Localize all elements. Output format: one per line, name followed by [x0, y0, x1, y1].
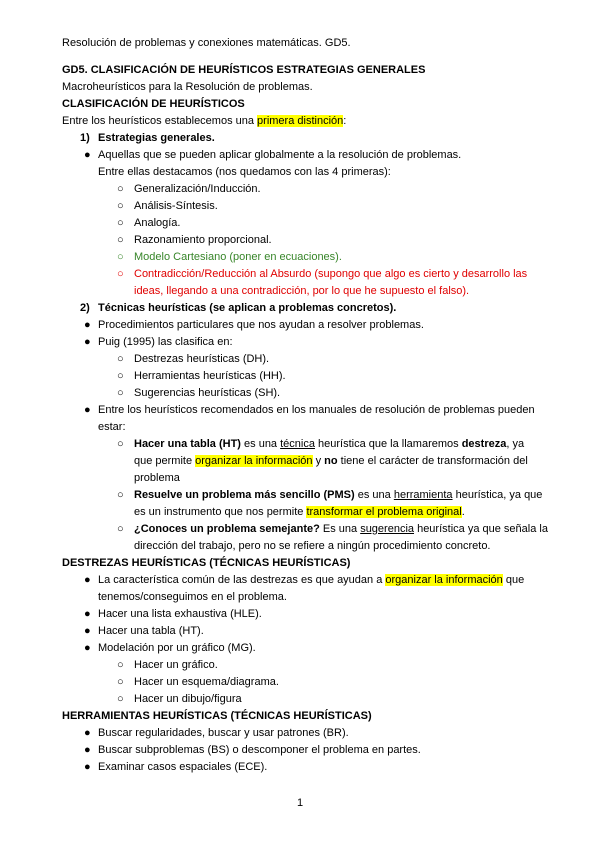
circle-bullet-icon: ○: [117, 353, 124, 365]
list-item-pms-cont: [62, 504, 540, 521]
list-item-text: Razonamiento proporcional.: [134, 234, 272, 246]
list-item: [62, 334, 540, 351]
list-item-text: Aquellas que se pueden aplicar globalmente a la resolución de problemas.: [98, 149, 462, 161]
list-item-text: Contradicción/Reducción al Absurdo (supongo que algo es cierto y desarrollo las: [134, 268, 528, 280]
list-item-red-cont: ideas, llegando a una contradicción, por lo que he supuesto el falso).: [134, 285, 470, 297]
bullet-icon: ●: [84, 608, 91, 620]
list-item: [62, 181, 540, 198]
list-item-text: Hacer una tabla (HT).: [98, 625, 204, 637]
item-label-tecnicas: Técnicas heurísticas (se aplican a problemas concretos).: [98, 302, 397, 314]
list-item-text: Destrezas heurísticas (DH).: [134, 353, 270, 365]
circle-bullet-icon: ○: [117, 234, 124, 246]
intro-text: Entre los heurísticos establecemos una: [62, 115, 258, 127]
item-number-1: 1): [80, 132, 90, 144]
ht-no: no: [324, 455, 338, 467]
ht-text: es una: [240, 438, 281, 450]
list-item-ht-cont: [62, 453, 540, 470]
bullet-icon: ●: [84, 336, 91, 348]
list-item-text: Analogía.: [134, 217, 181, 229]
list-item: [62, 606, 540, 623]
list-item: [62, 215, 540, 232]
list-item-green: [62, 249, 540, 266]
list-item-red: [62, 266, 540, 283]
list-item-text: Hacer un gráfico.: [134, 659, 218, 671]
highlight-organizar-2: organizar la información: [385, 574, 503, 586]
numbered-item-1: [62, 130, 540, 147]
circle-bullet-icon: ○: [117, 200, 124, 212]
bullet-icon: ●: [84, 149, 91, 161]
list-item-cp-cont: dirección del trabajo, pero no se refiere a ningún procedimiento concreto.: [134, 540, 491, 552]
page-header: Resolución de problemas y conexiones matemáticas. GD5.: [62, 37, 351, 49]
ht-term: Hacer una tabla (HT): [134, 438, 241, 450]
list-item-text: Modelo Cartesiano (poner en ecuaciones).: [134, 251, 342, 263]
circle-bullet-icon: ○: [117, 387, 124, 399]
cp-text: heurística ya que señala la: [414, 523, 548, 535]
pms-underline: herramienta: [393, 489, 453, 501]
highlight-organizar: organizar la información: [195, 455, 313, 467]
bullet-icon: ●: [84, 727, 91, 739]
list-item-text: que: [502, 574, 525, 586]
list-item: [62, 674, 540, 691]
list-item: [62, 402, 540, 419]
circle-bullet-icon: ○: [117, 183, 124, 195]
circle-bullet-icon: ○: [117, 370, 124, 382]
pms-term: Resuelve un problema más sencillo (PMS): [134, 489, 355, 501]
circle-bullet-icon: ○: [117, 268, 124, 280]
list-item-text: Herramientas heurísticas (HH).: [134, 370, 286, 382]
circle-bullet-icon: ○: [117, 693, 124, 705]
list-item-ht: [62, 436, 540, 453]
pms-text: .: [461, 506, 465, 518]
pms-text: es un instrumento que nos permite: [134, 506, 307, 518]
section-heading-destrezas: DESTREZAS HEURÍSTICAS (TÉCNICAS HEURÍSTICAS): [62, 557, 351, 569]
intro-colon: :: [343, 115, 347, 127]
list-item: [62, 232, 540, 249]
list-item-text: Examinar casos espaciales (ECE).: [98, 761, 268, 773]
ht-text: y: [312, 455, 325, 467]
pms-text: heurística, ya que: [452, 489, 543, 501]
circle-bullet-icon: ○: [117, 676, 124, 688]
list-item: [62, 317, 540, 334]
ht-text: tiene el carácter de transformación del: [337, 455, 528, 467]
highlight-transformar: transformar el problema original: [306, 506, 462, 518]
document-body: [62, 62, 548, 776]
bullet-icon: ●: [84, 744, 91, 756]
item-number-2: 2): [80, 302, 90, 314]
bullet-icon: ●: [84, 625, 91, 637]
list-item: [62, 691, 540, 708]
highlight-primera-distincion: primera distinción: [257, 115, 344, 127]
list-item: [62, 657, 540, 674]
list-item: [62, 640, 540, 657]
list-item-text: La característica común de las destrezas es que ayudan a: [98, 574, 386, 586]
section-heading-clasificacion: CLASIFICACIÓN DE HEURÍSTICOS: [62, 98, 245, 110]
bullet-icon: ●: [84, 319, 91, 331]
list-item-text: Buscar regularidades, buscar y usar patrones (BR).: [98, 727, 349, 739]
list-item-text: Hacer una lista exhaustiva (HLE).: [98, 608, 262, 620]
list-item-text: Puig (1995) las clasifica en:: [98, 336, 233, 348]
intro-paragraph: [62, 113, 540, 130]
numbered-item-2: [62, 300, 540, 317]
ht-destreza: destreza: [461, 438, 507, 450]
list-item: [62, 198, 540, 215]
list-item: [62, 368, 540, 385]
list-item: [62, 385, 540, 402]
circle-bullet-icon: ○: [117, 489, 124, 501]
document-subtitle: Macroheurísticos para la Resolución de problemas.: [62, 81, 313, 93]
circle-bullet-icon: ○: [117, 659, 124, 671]
bullet-icon: ●: [84, 642, 91, 654]
section-heading-herramientas: HERRAMIENTAS HEURÍSTICAS (TÉCNICAS HEURÍSTICAS): [62, 710, 372, 722]
cp-text: Es una: [319, 523, 361, 535]
item-label-estrategias: Estrategias generales.: [98, 132, 215, 144]
circle-bullet-icon: ○: [117, 217, 124, 229]
list-item: [62, 147, 540, 164]
list-item: [62, 742, 540, 759]
bullet-icon: ●: [84, 574, 91, 586]
list-item: [62, 351, 540, 368]
cp-underline: sugerencia: [360, 523, 415, 535]
list-item-text: Sugerencias heurísticas (SH).: [134, 387, 281, 399]
list-item-text: Generalización/Inducción.: [134, 183, 261, 195]
list-item-text: Entre los heurísticos recomendados en los manuales de resolución de problemas pueden: [98, 404, 535, 416]
list-item-text: Análisis-Síntesis.: [134, 200, 218, 212]
list-item-text: Procedimientos particulares que nos ayudan a resolver problemas.: [98, 319, 424, 331]
ht-text: , ya: [506, 438, 525, 450]
circle-bullet-icon: ○: [117, 523, 124, 535]
list-item: [62, 572, 540, 589]
list-item-text: Modelación por un gráfico (MG).: [98, 642, 256, 654]
list-item-text: Buscar subproblemas (BS) o descomponer el problema en partes.: [98, 744, 421, 756]
bullet-icon: ●: [84, 404, 91, 416]
list-item-pms: [62, 487, 543, 504]
circle-bullet-icon: ○: [117, 438, 124, 450]
list-item-ht-cont2: problema: [134, 472, 180, 484]
sub-paragraph: Entre ellas destacamos (nos quedamos con las 4 primeras):: [98, 166, 391, 178]
list-item-cp: [62, 521, 548, 538]
list-item: [62, 623, 540, 640]
ht-text: que permite: [134, 455, 196, 467]
list-item-cont: tenemos/conseguimos en el problema.: [98, 591, 287, 603]
page-number: 1: [296, 797, 304, 809]
list-item: [62, 759, 540, 776]
list-item-text: Hacer un esquema/diagrama.: [134, 676, 279, 688]
ht-underline: técnica: [280, 438, 315, 450]
list-item-cont: estar:: [98, 421, 126, 433]
pms-text: es una: [354, 489, 394, 501]
ht-text: heurística que la llamaremos: [314, 438, 462, 450]
circle-bullet-icon: ○: [117, 251, 124, 263]
bullet-icon: ●: [84, 761, 91, 773]
document-title: GD5. CLASIFICACIÓN DE HEURÍSTICOS ESTRATEGIAS GENERALES: [62, 64, 426, 76]
cp-term: ¿Conoces un problema semejante?: [134, 523, 320, 535]
list-item: [62, 725, 540, 742]
list-item-text: Hacer un dibujo/figura: [134, 693, 242, 705]
